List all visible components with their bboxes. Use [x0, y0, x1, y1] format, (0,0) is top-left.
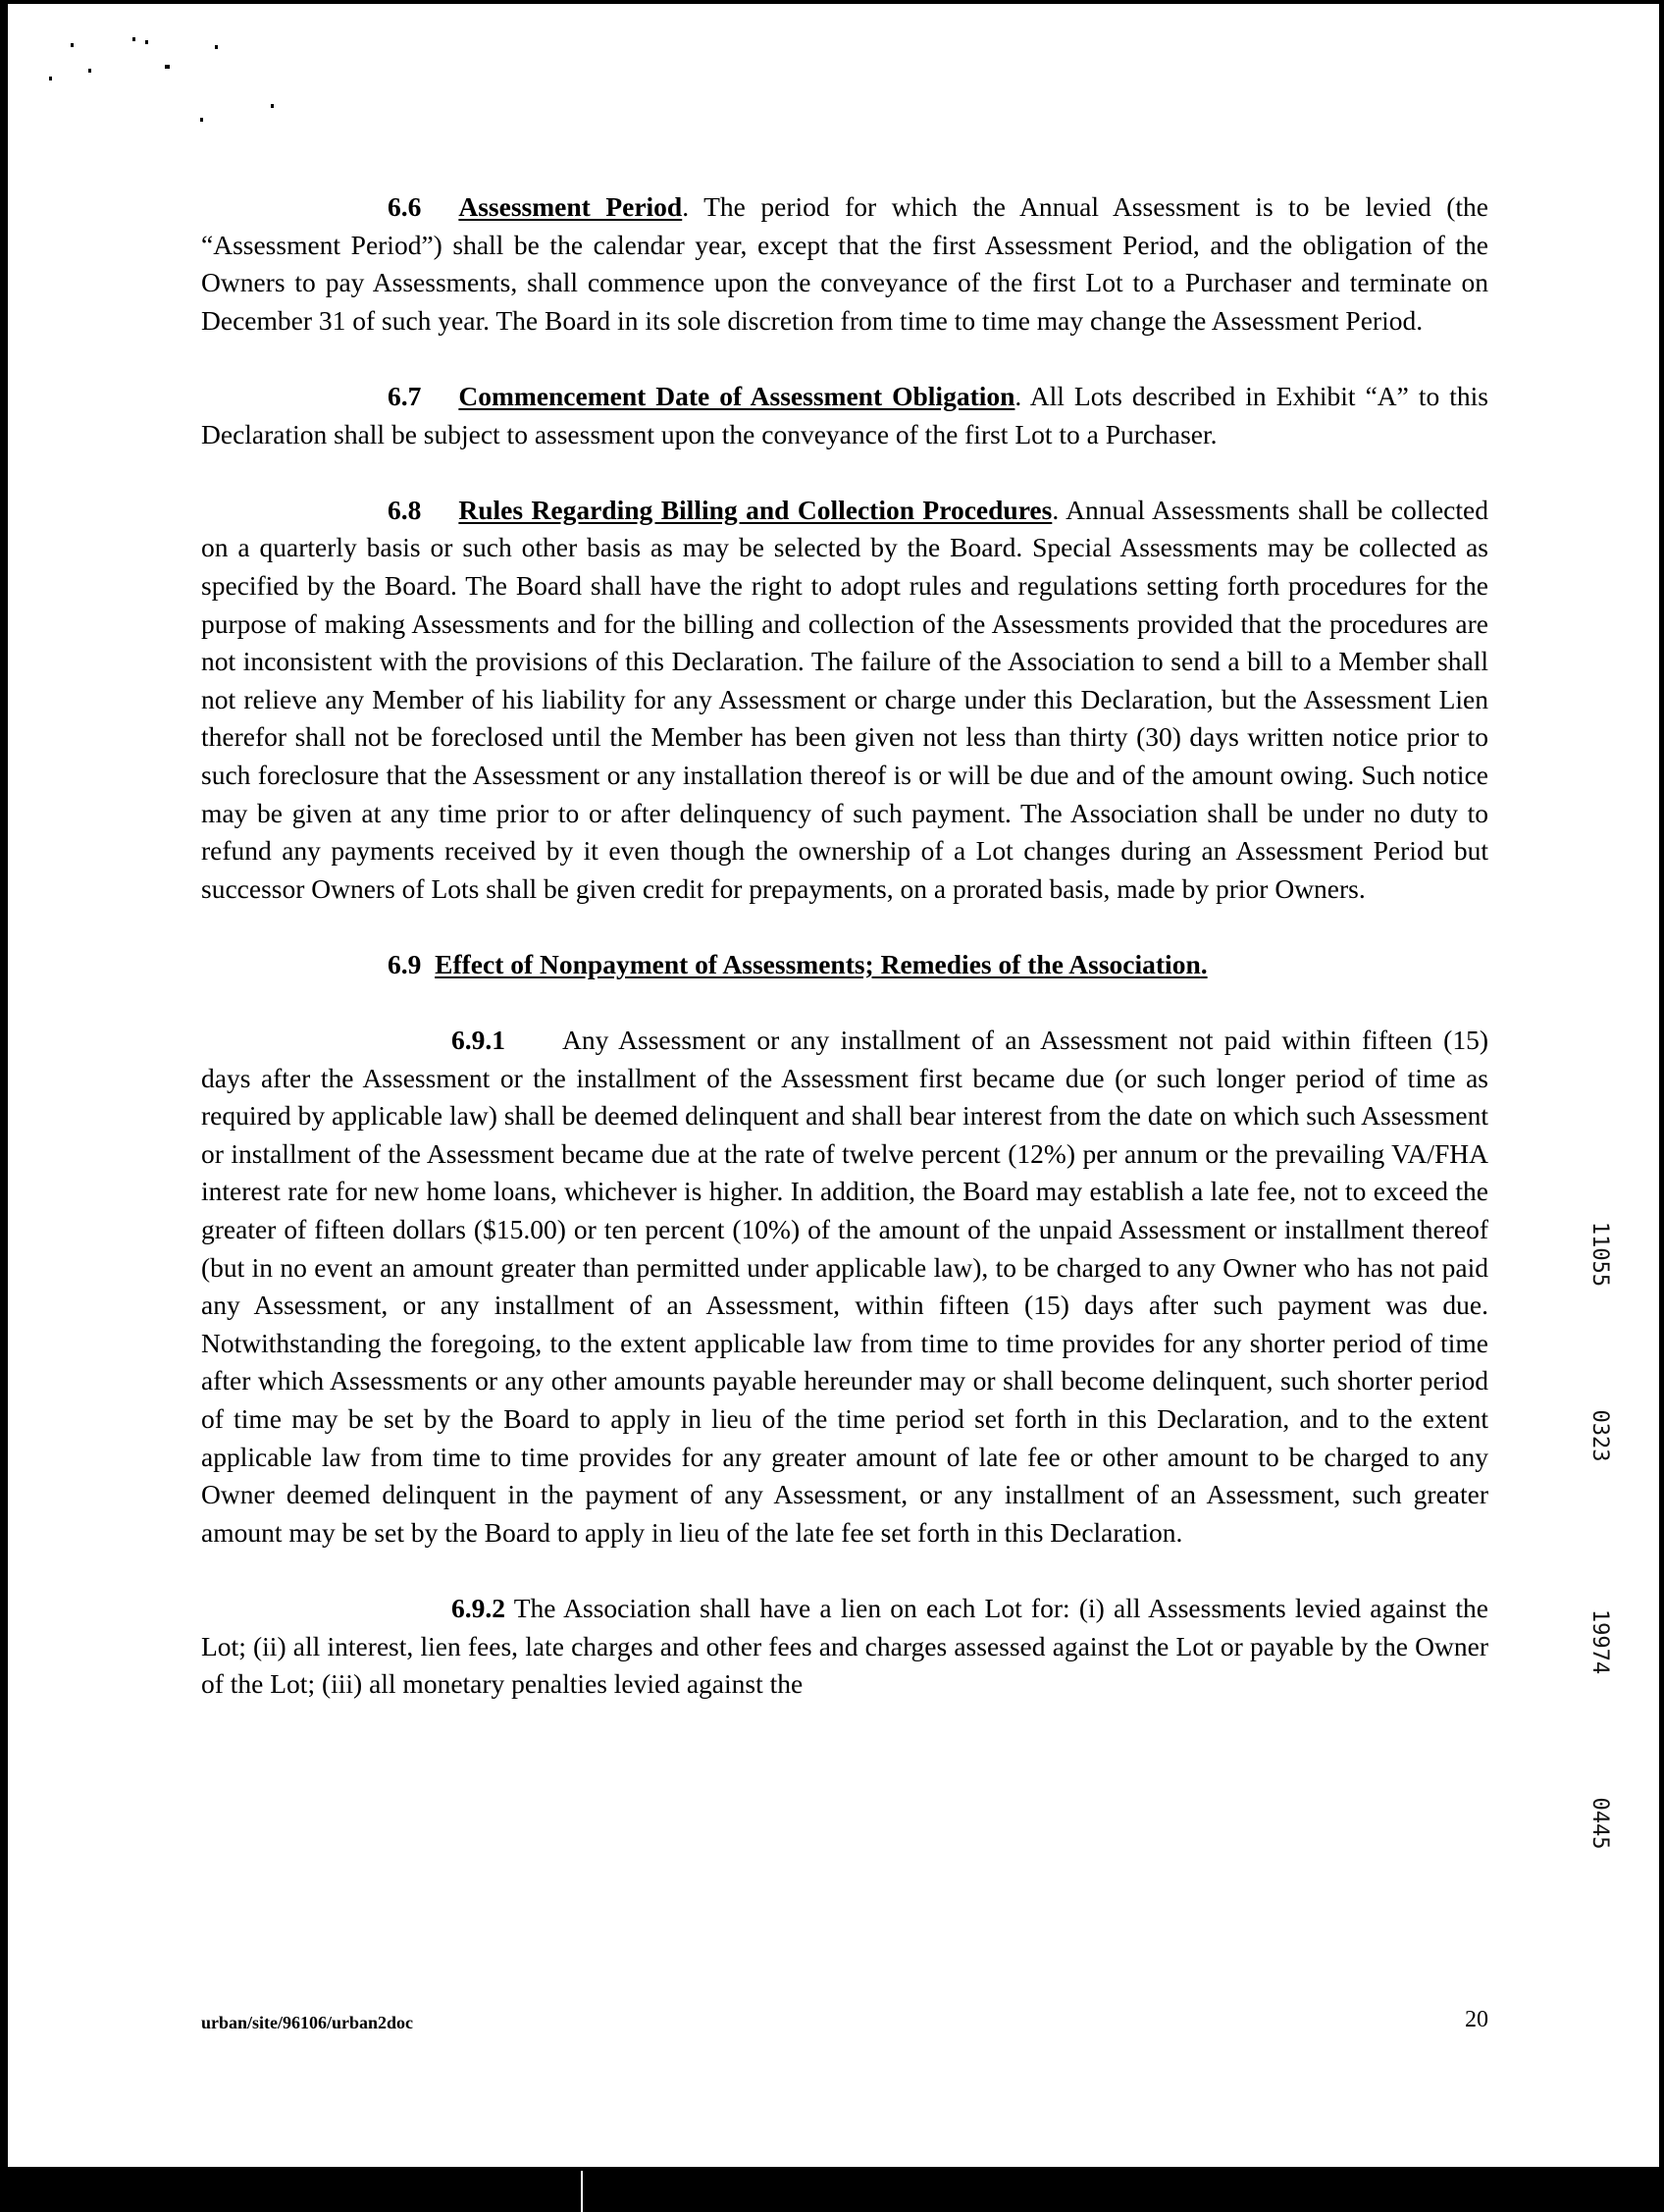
margin-stamp-group-3 — [1582, 1580, 1617, 1675]
section-6-6 — [201, 188, 1488, 340]
margin-stamp-group-1 — [1582, 1202, 1617, 1288]
section-heading-suffix: . — [1200, 948, 1208, 979]
scan-left-edge — [0, 0, 8, 2212]
section-6-9-1 — [201, 1022, 1488, 1552]
scan-speck — [165, 65, 170, 69]
page-footer — [201, 2007, 1488, 2033]
section-heading: Assessment Period — [458, 191, 683, 222]
section-body: . Annual Assessments shall be collected on a quarterly basis or such other basis as may be selected by the Board. Special Assessments may be collected as specified by the Board. The Board shall have the right to adopt rules and regulations setting forth procedures for the purpose of making Assessments and for the billing and collection of the Assessments provided that the procedures are not inconsistent with the provisions of this Declaration. The failure of the Association to send a bill to a Member shall not relieve any Member of his liability for any Assessment or charge under this Declaration, but the Assessment Lien therefor shall not be foreclosed until the Member has been given not less than thirty (30) days written notice prior to such foreclosure that the Assessment or any installation thereof is or will be due and of the amount owing. Such notice may be given at any time prior to or after delinquency of such payment. The Association shall be under no duty to refund any payments received by it even though the ownership of a Lot changes during an Assessment Period but successor Owners of Lots shall be given credit for prepayments, on a prorated basis, made by prior Owners. — [201, 494, 1488, 904]
scan-speck — [132, 37, 135, 41]
scan-speck — [215, 45, 218, 49]
margin-stamp-group-2 — [1582, 1384, 1617, 1462]
section-body: . The period for which the Annual Assessment is to be levied (the “Assessment Period”) shall be the calendar year, except that the first Assessment Period, and the obligation of the Owners to pay Assessments, shall commence upon the conveyance of the first Lot to a Purchaser and terminate on December 31 of such year. The Board in its sole discretion from time to time may change the Assessment Period. — [201, 191, 1488, 336]
section-heading: Effect of Nonpayment of Assessments; Remedies of the Association — [435, 948, 1201, 979]
scan-speck — [200, 118, 203, 122]
section-number: 6.9.1 — [451, 1025, 505, 1056]
page-number: 20 — [1465, 2007, 1488, 2032]
stamp-text: 0323 — [1587, 1409, 1612, 1462]
section-6-7 — [201, 378, 1488, 453]
section-6-9-2 — [201, 1590, 1488, 1704]
section-number: 6.7 — [388, 380, 422, 411]
section-number: 6.9 — [388, 948, 422, 979]
scan-speck — [71, 43, 74, 47]
scan-speck — [145, 40, 148, 44]
scan-speck — [49, 77, 52, 80]
scan-artifact-line — [581, 2171, 583, 2212]
section-body: . All Lots described in Exhibit “A” to this Declaration shall be subject to assessment upon the conveyance of the first Lot to a Purchaser. — [201, 380, 1488, 449]
margin-stamp-group-4 — [1582, 1771, 1617, 1850]
section-heading: Rules Regarding Billing and Collection Procedures — [458, 494, 1053, 525]
stamp-text: 11055 — [1587, 1221, 1612, 1288]
scan-right-edge — [1659, 0, 1664, 2169]
section-number: 6.8 — [388, 494, 422, 525]
stamp-text: 19974 — [1587, 1608, 1612, 1675]
section-6-8 — [201, 492, 1488, 909]
scan-top-edge — [0, 0, 1664, 4]
section-6-9 — [201, 946, 1488, 984]
document-page — [201, 188, 1488, 1704]
document-path: urban/site/96106/urban2doc — [201, 2013, 414, 2032]
section-heading: Commencement Date of Assessment Obligation — [458, 380, 1015, 411]
stamp-text: 0445 — [1587, 1797, 1612, 1850]
section-number: 6.9.2 — [451, 1592, 505, 1623]
scan-bottom-bar — [0, 2167, 1664, 2212]
section-body: The Association shall have a lien on each Lot for: (i) all Assessments levied against the Lot; (ii) all interest, lien fees, late charges and other fees and charges assessed against the Lot or payable by the Owner of the Lot; (iii) all monetary penalties levied against the — [201, 1592, 1488, 1700]
section-body: Any Assessment or any installment of an Assessment not paid within fifteen (15) days after the Assessment or the installment of the Assessment first became due (or such longer period of time as required by applicable law) shall be deemed delinquent and shall bear interest from the date on which such Assessment or installment of the Assessment became due at the rate of twelve percent (12%) per annum or the prevailing VA/FHA interest rate for new home loans, whichever is higher. In addition, the Board may establish a late fee, not to exceed the greater of fifteen dollars ($15.00) or ten percent (10%) of the amount of the unpaid Assessment or installment thereof (but in no event an amount greater than permitted under applicable law), to be charged to any Owner who has not paid any Assessment, or any installment of an Assessment, within fifteen (15) days after such payment was due. Notwithstanding the foregoing, to the extent applicable law from time to time provides for any shorter period of time after which Assessments or any other amounts payable hereunder may or shall become delinquent, such shorter period of time may be set by the Board to apply in lieu of the time period set forth in this Declaration, and to the extent applicable law from time to time provides for any greater amount of late fee or other amount to be charged to any Owner deemed delinquent in the payment of any Assessment, or any installment of an Assessment, such greater amount may be set by the Board to apply in lieu of the late fee set forth in this Declaration. — [201, 1025, 1488, 1548]
scan-speck — [88, 69, 91, 73]
scan-speck — [271, 104, 274, 108]
section-number: 6.6 — [388, 191, 422, 222]
